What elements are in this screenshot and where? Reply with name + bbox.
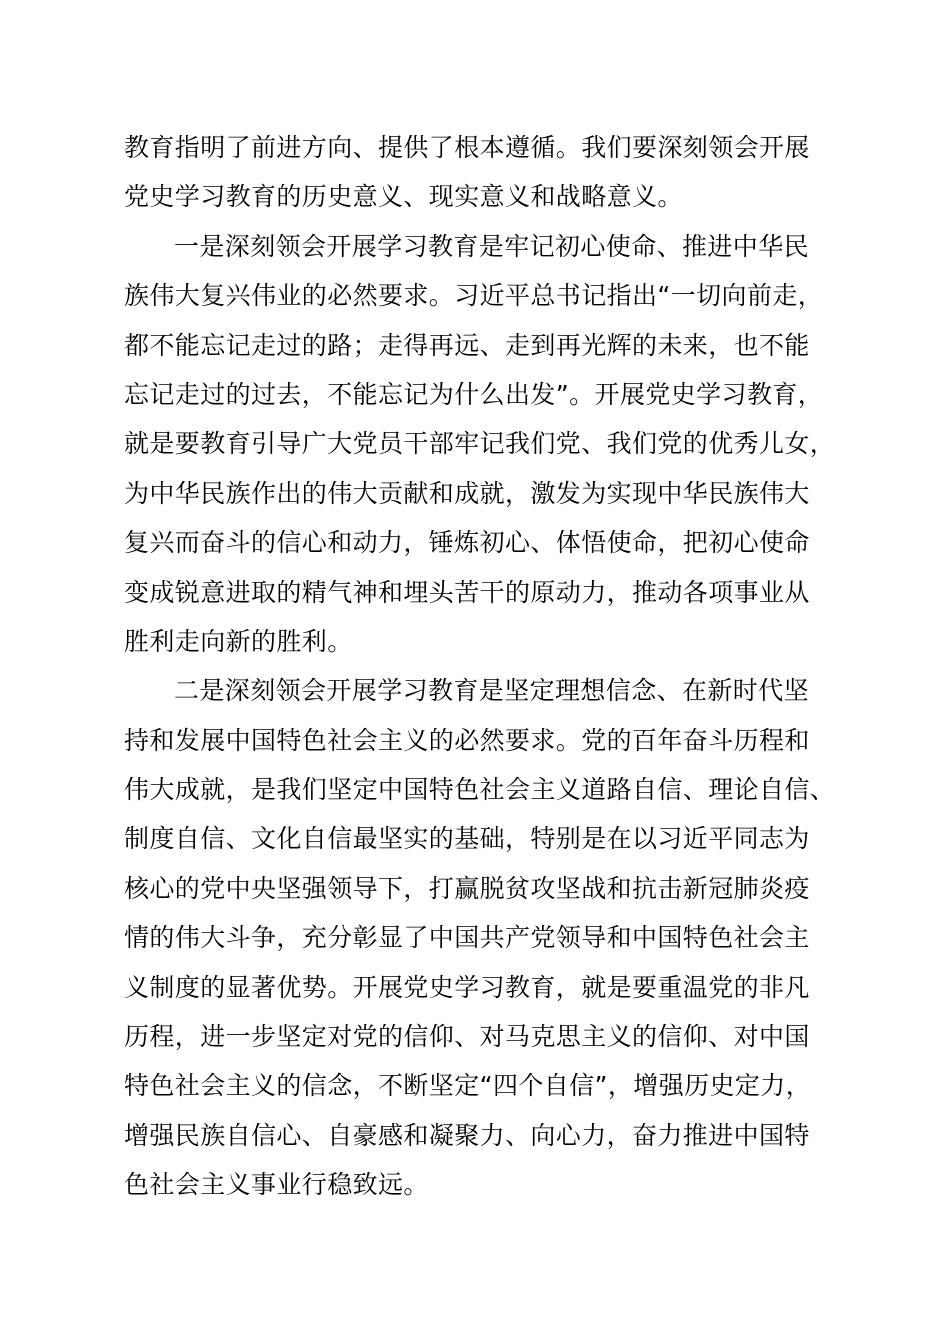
text-line: 忘记走过的过去，不能忘记为什么出发”。开展党史学习教育， <box>124 379 824 409</box>
text-line: 一是深刻领会开展学习教育是牢记初心使命、推进中华民 <box>174 231 810 261</box>
text-line: 持和发展中国特色社会主义的必然要求。党的百年奋斗历程和 <box>124 725 810 755</box>
text-line: 义制度的显著优势。开展党史学习教育，就是要重温党的非凡 <box>124 972 810 1002</box>
text-line: 特色社会主义的信念，不断坚定“四个自信”，增强历史定力， <box>124 1071 812 1101</box>
text-line: 核心的党中央坚强领导下，打赢脱贫攻坚战和抗击新冠肺炎疫 <box>124 873 810 903</box>
paragraph-point-one <box>124 222 844 667</box>
document-body <box>124 123 844 1210</box>
text-line: 胜利走向新的胜利。 <box>124 626 353 656</box>
text-line: 伟大成就，是我们坚定中国特色社会主义道路自信、理论自信、 <box>124 775 836 805</box>
text-line: 为中华民族作出的伟大贡献和成就，激发为实现中华民族伟大 <box>124 478 810 508</box>
text-line: 历程，进一步坚定对党的信仰、对马克思主义的信仰、对中国 <box>124 1022 810 1052</box>
text-line: 情的伟大斗争，充分彰显了中国共产党领导和中国特色社会主 <box>124 923 810 953</box>
text-line: 都不能忘记走过的路；走得再远、走到再光辉的未来，也不能 <box>124 330 810 360</box>
text-line: 制度自信、文化自信最坚实的基础，特别是在以习近平同志为 <box>124 824 810 854</box>
text-line: 教育指明了前进方向、提供了根本遵循。我们要深刻领会开展 <box>124 133 810 162</box>
paragraph-intro-tail <box>124 123 844 222</box>
text-line: 色社会主义事业行稳致远。 <box>124 1170 429 1200</box>
paragraph-point-two <box>124 666 844 1209</box>
text-line: 变成锐意进取的精气神和埋头苦干的原动力，推动各项事业从 <box>124 577 810 607</box>
text-line: 增强民族自信心、自豪感和凝聚力、向心力，奋力推进中国特 <box>124 1120 810 1150</box>
text-line: 族伟大复兴伟业的必然要求。习近平总书记指出“一切向前走， <box>124 281 824 311</box>
text-line: 党史学习教育的历史意义、现实意义和战略意义。 <box>124 182 683 212</box>
text-line: 复兴而奋斗的信心和动力，锤炼初心、体悟使命，把初心使命 <box>124 528 810 558</box>
text-line: 二是深刻领会开展学习教育是坚定理想信念、在新时代坚 <box>174 676 810 706</box>
text-line: 就是要教育引导广大党员干部牢记我们党、我们党的优秀儿女， <box>124 429 836 459</box>
